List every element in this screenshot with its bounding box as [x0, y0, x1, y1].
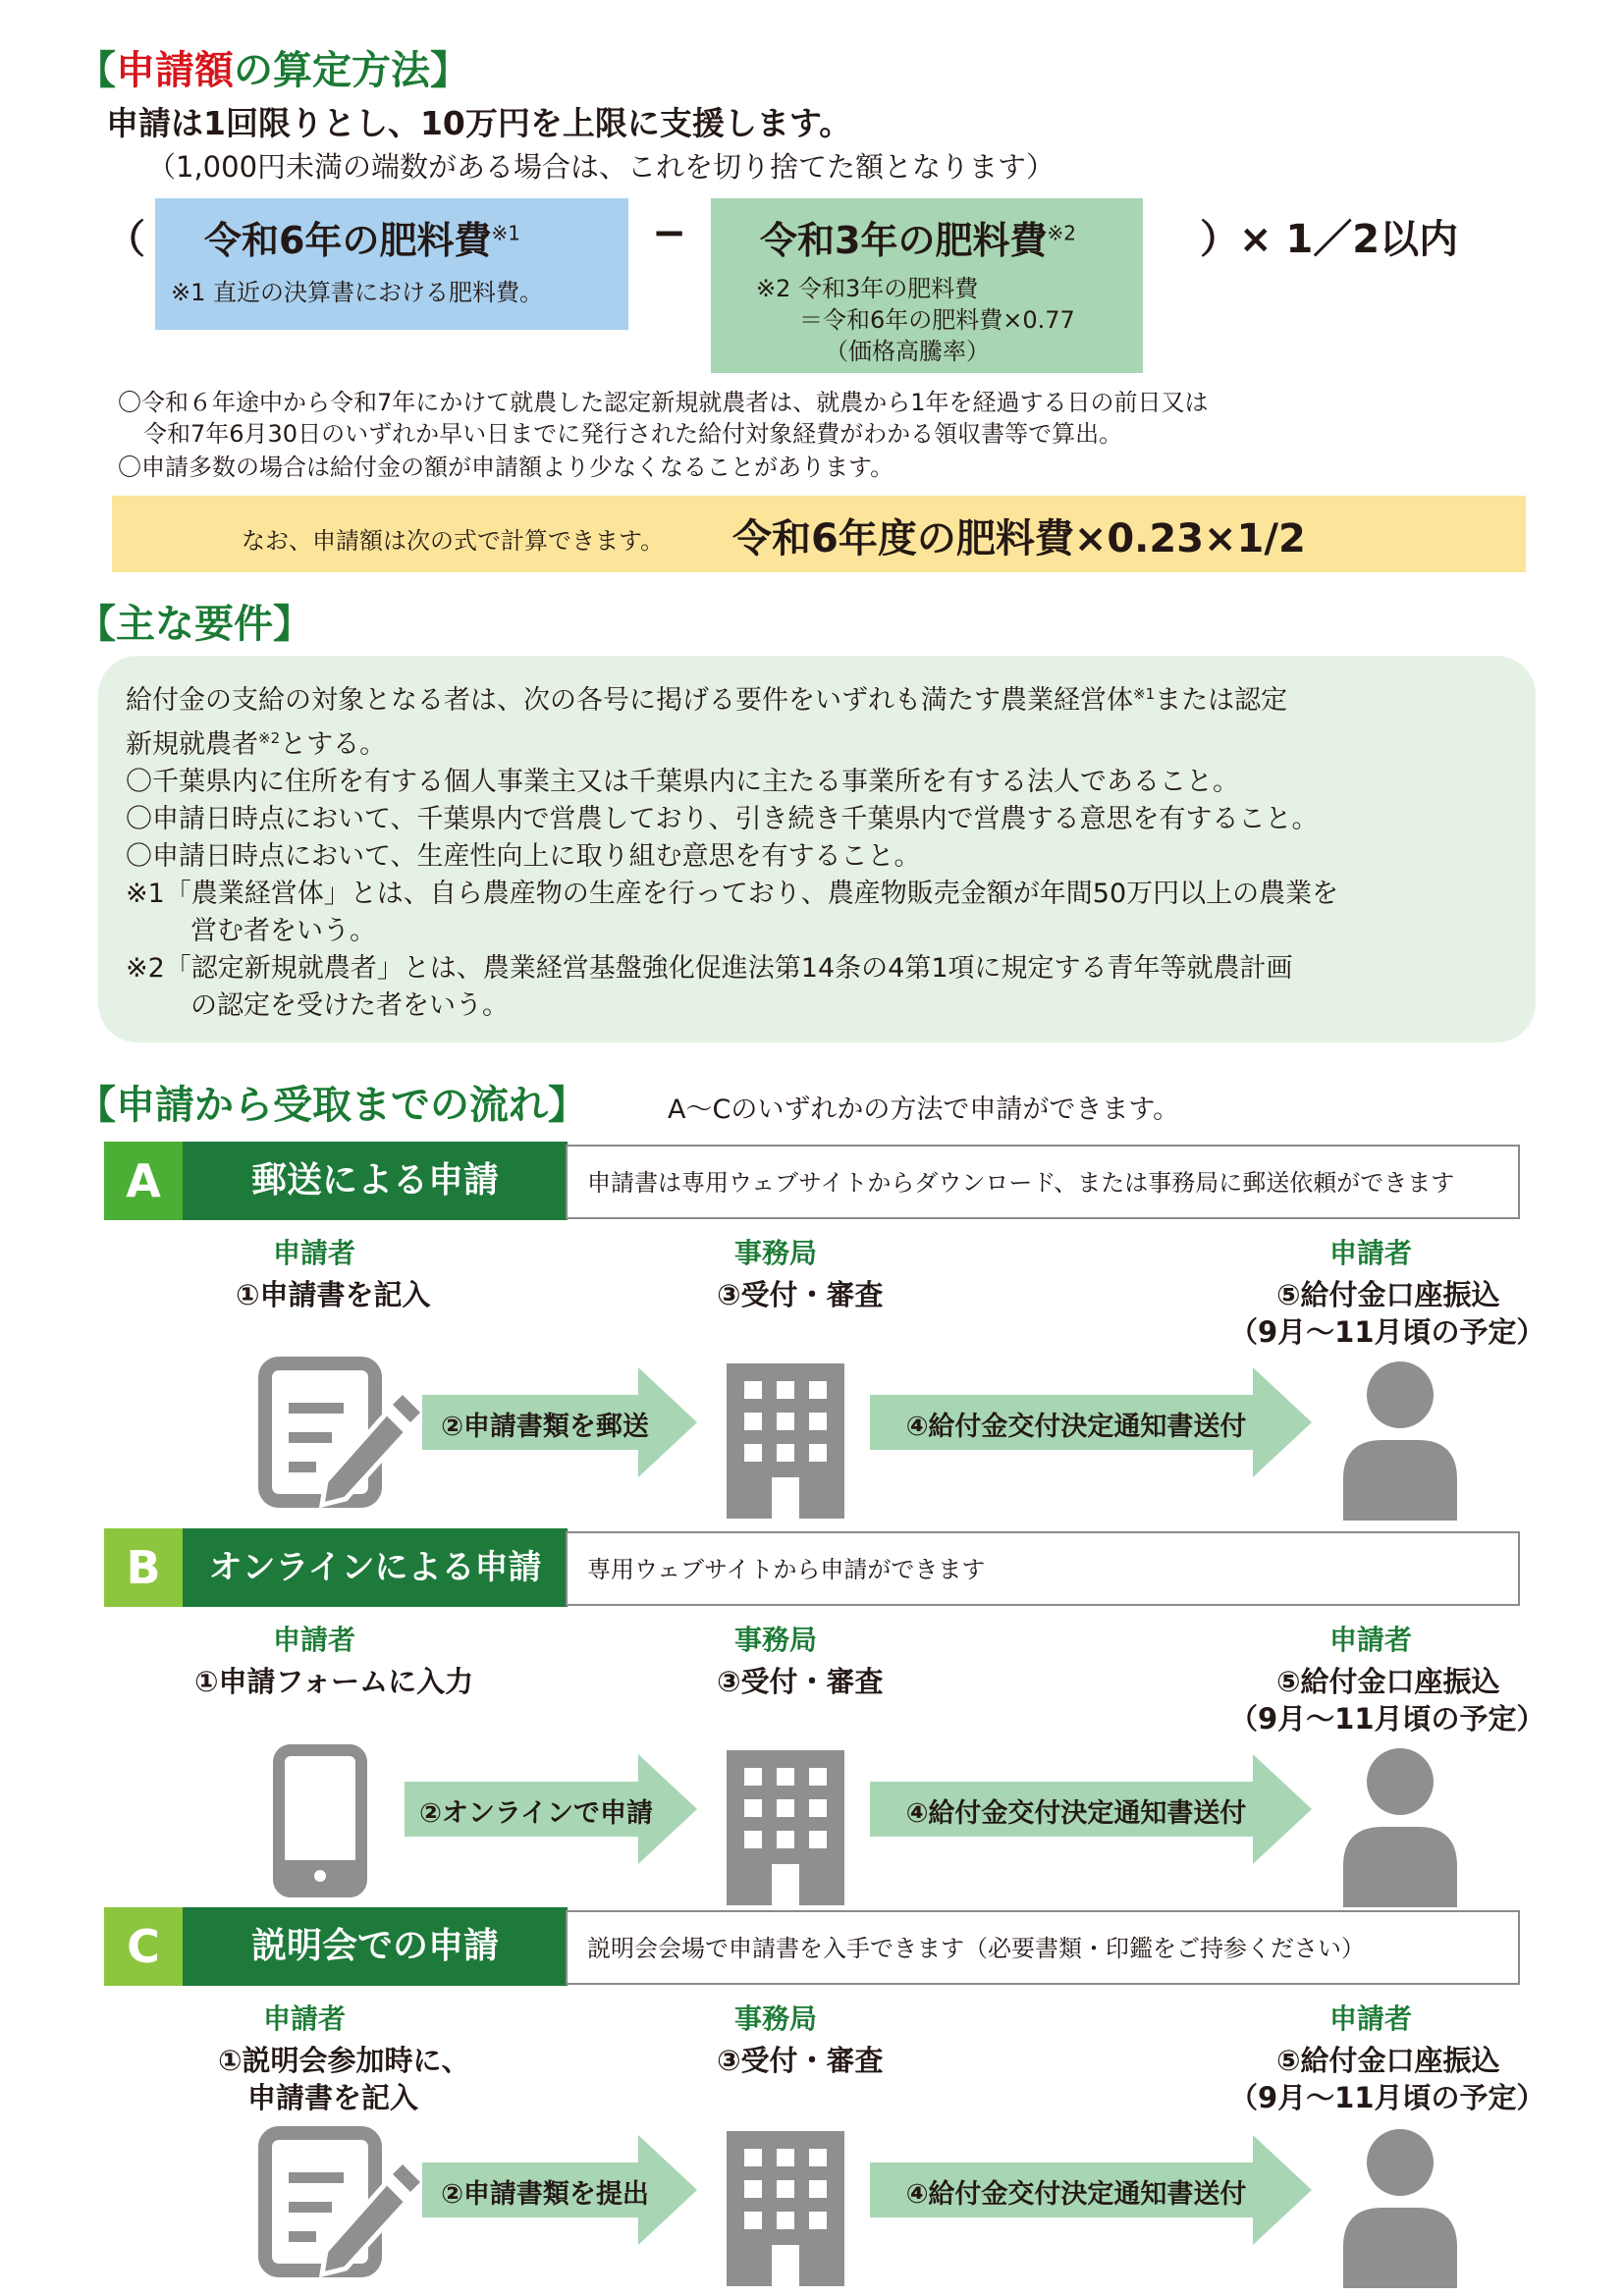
- person-icon: [1341, 2127, 1459, 2288]
- fertilizer-2021-note-2: ＝令和6年の肥料費×0.77: [799, 306, 1075, 334]
- fertilizer-2021-box: [711, 198, 1143, 373]
- method-b: [0, 1528, 1624, 1907]
- calc-note-2: 〇申請多数の場合は給付金の額が申請額より少なくなることがあります。: [118, 454, 894, 481]
- role-office: 事務局: [734, 1237, 818, 1269]
- arrow-step-2-label: ②オンラインで申請: [418, 1798, 654, 1829]
- requirement-item-2: 〇申請日時点において、千葉県内で営農しており、引き続き千葉県内で営農する意思を有すること。: [126, 804, 1319, 834]
- role-office: 事務局: [734, 2002, 818, 2035]
- step-5-schedule: （9月〜11月頃の予定）: [1229, 2081, 1545, 2114]
- method-a: [0, 1142, 1624, 1521]
- role-applicant-left: 申請者: [273, 1237, 356, 1269]
- flow-subtitle: A〜Cのいずれかの方法で申請ができます。: [668, 1095, 1180, 1125]
- step-5: ⑤給付金口座振込: [1276, 1665, 1500, 1698]
- requirements-heading: 【主な要件】: [77, 602, 312, 647]
- smartphone-icon: [273, 1744, 367, 1897]
- method-description: 説明会会場で申請書を入手できます（必要書類・印鑑をご持参ください）: [566, 1910, 1520, 1985]
- step-5-schedule: （9月〜11月頃の予定）: [1229, 1702, 1545, 1735]
- arrow-step-4-label: ④給付金交付決定通知書送付: [905, 1412, 1247, 1442]
- requirements-text: [126, 675, 1338, 1025]
- arrow-step-2-label: ②申請書類を提出: [441, 2179, 649, 2210]
- step-1: ①申請書を記入: [236, 1278, 431, 1311]
- requirements-intro-1: 給付金の支給の対象となる者は、次の各号に掲げる要件をいずれも満たす農業経営体$^{※1}$または認定: [126, 685, 1288, 716]
- fertilizer-2021-title: 令和3年の肥料費$^{※2}$: [760, 219, 1076, 262]
- step-1: ①説明会参加時に、: [218, 2044, 470, 2077]
- role-office: 事務局: [734, 1624, 818, 1656]
- role-applicant-left: 申請者: [263, 2002, 347, 2035]
- method-c: [0, 1907, 1624, 2290]
- fertilizer-2024-box: [155, 198, 628, 330]
- calc-heading: 【申請額の算定方法】: [77, 48, 469, 93]
- requirement-note-2a: ※2「認定新規就農者」とは、農業経営基盤強化促進法第14条の4第1項に規定する青年等就農計画: [126, 953, 1293, 984]
- method-title: オンラインによる申請: [183, 1528, 568, 1607]
- role-applicant-right: 申請者: [1329, 1237, 1413, 1269]
- requirement-item-3: 〇申請日時点において、生産性向上に取り組む意思を有すること。: [126, 841, 921, 872]
- step-1-line-2: 申請書を記入: [247, 2081, 419, 2114]
- requirement-item-1: 〇千葉県内に住所を有する個人事業主又は千葉県内に主たる事業所を有する法人であること。: [126, 767, 1239, 797]
- step-3: ③受付・審査: [717, 2044, 884, 2077]
- method-title: 郵送による申請: [183, 1142, 568, 1220]
- step-3: ③受付・審査: [717, 1278, 884, 1311]
- fertilizer-2021-note-1: ※2 令和3年の肥料費: [756, 275, 979, 302]
- formula-minus: −: [652, 208, 687, 256]
- method-letter: A: [104, 1142, 183, 1220]
- arrow-step-2-label: ②申請書類を郵送: [441, 1412, 649, 1442]
- formula-summary-value: 令和6年度の肥料費×0.23×1/2: [732, 516, 1306, 561]
- fertilizer-2024-title: 令和6年の肥料費$^{※1}$: [204, 219, 520, 262]
- formula-paren-open: （: [106, 217, 145, 262]
- document-pen-icon: [257, 2125, 422, 2282]
- role-applicant-left: 申請者: [273, 1624, 356, 1656]
- arrow-step-4-label: ④給付金交付決定通知書送付: [905, 2179, 1247, 2210]
- arrow-step-4-label: ④給付金交付決定通知書送付: [905, 1798, 1247, 1829]
- calc-line-limit: 申請は1回限りとし、10万円を上限に支援します。: [106, 104, 852, 142]
- formula-summary-label: なお、申請額は次の式で計算できます。: [242, 527, 665, 555]
- office-building-icon: [727, 1363, 844, 1519]
- office-building-icon: [727, 1750, 844, 1905]
- requirements-intro-2: 新規就農者$^{※2}$とする。: [126, 729, 387, 760]
- requirement-note-2b: の認定を受けた者をいう。: [190, 990, 509, 1021]
- step-5: ⑤給付金口座振込: [1276, 2044, 1500, 2077]
- office-building-icon: [727, 2131, 844, 2286]
- method-letter: B: [104, 1528, 183, 1607]
- requirement-note-1b: 営む者をいう。: [190, 916, 376, 946]
- requirements-box: [98, 656, 1536, 1042]
- step-5-schedule: （9月〜11月頃の予定）: [1229, 1315, 1545, 1349]
- calc-note-1a: 〇令和６年途中から令和7年にかけて就農した認定新規就農者は、就農から1年を経過する日の前日又は: [118, 389, 1209, 416]
- document-pen-icon: [257, 1356, 422, 1513]
- step-3: ③受付・審査: [717, 1665, 884, 1698]
- fertilizer-2024-note: ※1 直近の決算書における肥料費。: [171, 279, 544, 306]
- calc-line-rounding: （1,000円未満の端数がある場合は、これを切り捨てた額となります）: [147, 150, 1056, 184]
- step-1: ①申請フォームに入力: [194, 1665, 474, 1698]
- method-title: 説明会での申請: [183, 1907, 568, 1986]
- person-icon: [1341, 1360, 1459, 1521]
- formula-summary-bar: [112, 496, 1526, 572]
- method-description: 専用ウェブサイトから申請ができます: [566, 1531, 1520, 1606]
- calc-note-1b: 令和7年6月30日のいずれか早い日までに発行された給付対象経費がわかる領収書等で算出。: [143, 420, 1123, 448]
- person-icon: [1341, 1746, 1459, 1907]
- method-description: 申請書は専用ウェブサイトからダウンロード、または事務局に郵送依頼ができます: [566, 1145, 1520, 1219]
- formula-tail: ）× 1／2以内: [1200, 217, 1459, 262]
- fertilizer-2021-note-3: （価格高騰率）: [825, 338, 990, 365]
- flow-heading: 【申請から受取までの流れ】: [77, 1083, 587, 1128]
- role-applicant-right: 申請者: [1329, 2002, 1413, 2035]
- step-5: ⑤給付金口座振込: [1276, 1278, 1500, 1311]
- method-letter: C: [104, 1907, 183, 1986]
- role-applicant-right: 申請者: [1329, 1624, 1413, 1656]
- requirement-note-1a: ※1「農業経営体」とは、自ら農産物の生産を行っており、農産物販売金額が年間50万円以上の農業を: [126, 879, 1339, 909]
